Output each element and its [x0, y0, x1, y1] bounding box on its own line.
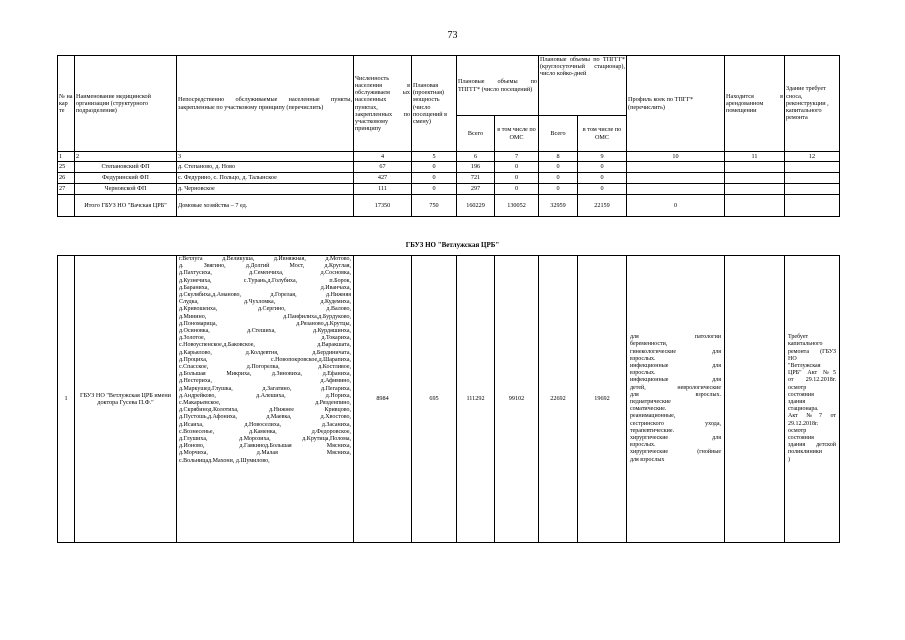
row-name: Федуринский ФП	[75, 173, 177, 184]
colnum-11: 11	[725, 152, 785, 162]
main-name: ГБУЗ НО "Ветлужская ЦРБ имени доктора Гусева П.Ф."	[75, 256, 177, 543]
served-locality-line: д.Проциха, с.Новопокровское,д.Шарапиха,	[179, 356, 351, 363]
served-locality-line: д.Пустошь,д.Афониха, д.Маевка, д.Хвостово,	[179, 414, 351, 421]
bed-profile-line: инфекционные для	[630, 362, 721, 369]
main-num: 1	[58, 256, 75, 543]
row-num: 27	[58, 184, 75, 195]
table-row	[58, 162, 840, 173]
main-pop: 8984	[354, 256, 412, 543]
row-profile	[627, 173, 725, 184]
total-visits-total: 160229	[457, 195, 495, 217]
facilities-table-lower	[57, 255, 840, 543]
repair-note-line: стационара.	[788, 406, 819, 413]
row-repair	[785, 162, 840, 173]
bed-profile-line: сестринского ухода,	[630, 420, 721, 427]
main-cap: 695	[412, 256, 457, 543]
header-served: Непосредственно обслуживаемые населенные пункты, закрепленные по участковому принципу (перечислить)	[177, 56, 354, 152]
bed-profile-line: терапевтические.	[630, 427, 675, 434]
row-served: с. Федурино, с. Польцо, д. Талынское	[177, 173, 354, 184]
served-locality-line: Слудка, д.Чухломка, д.Кудемиха,	[179, 299, 351, 306]
row-rented	[725, 184, 785, 195]
repair-note-line: здания детской	[788, 442, 836, 449]
repair-note-line: состояния	[788, 391, 814, 398]
row-cap: 0	[412, 173, 457, 184]
row-beds-oms: 0	[578, 173, 627, 184]
served-locality-line: д.Кузнечиха, с.Турань,д.Голубиха, п.Борок,	[179, 277, 351, 284]
main-visits-oms: 99102	[495, 256, 539, 543]
repair-note-line: здания	[788, 399, 806, 405]
served-locality-line: с.Макарьевское, д.Рязденпино,	[179, 400, 351, 407]
served-locality-line: д.Нестериха, д.Афимино,	[179, 378, 351, 385]
repair-note-line: Требует	[788, 334, 809, 341]
row-num: 25	[58, 162, 75, 173]
repair-note-line: "Ветлужская	[788, 362, 821, 369]
header-rented: Находится в арендованном помещении	[725, 56, 785, 152]
colnum-10: 10	[627, 152, 725, 162]
colnum-1: 1	[58, 152, 75, 162]
row-visits-oms: 0	[495, 173, 539, 184]
row-visits-total: 721	[457, 173, 495, 184]
repair-note-line: осмотр	[788, 427, 807, 434]
bed-profile-line: взрослых.	[630, 442, 656, 449]
served-locality-line: д.Исаиха, д.Новоселиха, д.Засаниха,	[179, 421, 351, 428]
main-repair	[785, 256, 840, 543]
header-beds-oms: в том числе по ОМС	[578, 116, 627, 152]
row-pop: 427	[354, 173, 412, 184]
row-num: 26	[58, 173, 75, 184]
header-capacity: Плановая (проектная) мощность (число посещений в смену)	[412, 56, 457, 152]
colnum-12: 12	[785, 152, 840, 162]
bed-profile-line: беременности,	[630, 341, 668, 348]
main-rented	[725, 256, 785, 543]
repair-note-line: ЦРБ" Акт №5	[788, 370, 836, 377]
total-row	[58, 195, 840, 217]
total-pop: 17350	[354, 195, 412, 217]
header-visits-oms: в том числе по ОМС	[495, 116, 539, 152]
row-beds-total: 0	[539, 162, 578, 173]
bed-profile-line: хирургические (гнойные	[630, 449, 721, 456]
main-served	[177, 256, 354, 543]
header-beds: Плановые объемы по ТПГГГ* (круглосуточный стационар), число койко-дней	[539, 56, 627, 116]
main-beds-oms: 19692	[578, 256, 627, 543]
repair-note-line: НО	[788, 355, 797, 362]
bed-profile-line: хирургические для	[630, 435, 721, 442]
row-repair	[785, 173, 840, 184]
served-locality-line: с.Вольницад.Махони, д.Шумилово,	[179, 457, 270, 464]
served-locality-line: д. Звягино, д.Долгий Мост, д.Круглая,	[179, 263, 351, 270]
bed-profile-line: взрослых.	[630, 370, 656, 377]
served-locality-line: д.Скулябиха,д.Аманово, д.Горелая, д.Нижняя	[179, 292, 351, 299]
total-cap: 750	[412, 195, 457, 217]
row-cap: 0	[412, 184, 457, 195]
total-profile: 0	[627, 195, 725, 217]
row-repair	[785, 184, 840, 195]
row-profile	[627, 162, 725, 173]
served-locality-line: д.Золотое, д.Токариха,	[179, 335, 351, 342]
total-beds-total: 32959	[539, 195, 578, 217]
served-locality-line: г.Ветлуга д.Великуша, д.Ивняжная, д.Мотово,	[179, 256, 351, 262]
row-beds-oms: 0	[578, 184, 627, 195]
colnum-7: 7	[495, 152, 539, 162]
colnum-6: 6	[457, 152, 495, 162]
colnum-9: 9	[578, 152, 627, 162]
total-name: Итого ГБУЗ НО "Вачская ЦРБ"	[75, 195, 177, 217]
served-locality-line: д.Ионово, д.Гаякинод.Большая Мясниха,	[179, 443, 351, 450]
served-locality-line: д.Осиновка, д.Стешиха, д.Курдяшинха,	[179, 328, 351, 335]
bed-profile-line: взрослых.	[630, 355, 656, 362]
repair-note-line: 29.12.2018г.	[788, 420, 819, 427]
served-locality-line: д.Морчиха, д.Малая Мясниха,	[179, 450, 351, 457]
header-name: Наименование медицинской организации (структурного подразделения)	[75, 56, 177, 152]
bed-profile-line: для взрослых.	[630, 391, 721, 398]
row-pop: 111	[354, 184, 412, 195]
header-visits: Плановые объемы по ТПГГГ* (число посещений)	[457, 56, 539, 116]
header-num: № на кар те	[58, 56, 75, 152]
served-locality-line: д.Бараниха, д.Иванчаха,	[179, 284, 351, 291]
served-locality-line: д.Пахтусиха, д.Семенчиха, д.Сосновка,	[179, 270, 351, 277]
facilities-table-upper	[57, 55, 840, 217]
colnum-4: 4	[354, 152, 412, 162]
bed-profile-line: педиатрические	[630, 399, 671, 405]
served-locality-line: д.Большая Микриха, д.Зиновиха, д.Ефаниха,	[179, 371, 351, 378]
repair-note-line: поликлиники	[788, 449, 823, 456]
served-locality-line: д.Андрейково, д.Алешиха, д.Нориха,	[179, 392, 351, 399]
row-rented	[725, 162, 785, 173]
row-beds-total: 0	[539, 173, 578, 184]
bed-profile-line: реанимационные,	[630, 413, 676, 420]
repair-note-line: Акт №7 от	[788, 413, 836, 420]
header-repair: Здание требует сноса, реконструкции , капитального ремонта	[785, 56, 840, 152]
total-beds-oms: 22159	[578, 195, 627, 217]
row-visits-total: 297	[457, 184, 495, 195]
bed-profile-line: для патологии	[630, 334, 721, 341]
repair-note-line: от 29.12.2018г.	[788, 377, 836, 384]
section-title: ГБУЗ НО "Ветлужская ЦРБ"	[405, 241, 500, 249]
row-name: Степановский ФП	[75, 162, 177, 173]
row-served: д. Степаново, д. Ново	[177, 162, 354, 173]
row-visits-total: 196	[457, 162, 495, 173]
served-locality-line: д.Глушиха, д.Морозиха, д.Крутица,Полома,	[179, 436, 351, 443]
row-pop: 67	[354, 162, 412, 173]
colnum-2: 2	[75, 152, 177, 162]
row-cap: 0	[412, 162, 457, 173]
row-name: Черновской ФП	[75, 184, 177, 195]
row-beds-oms: 0	[578, 162, 627, 173]
row-visits-oms: 0	[495, 184, 539, 195]
bed-profile-line: для взрослых	[630, 456, 665, 463]
colnum-8: 8	[539, 152, 578, 162]
colnum-5: 5	[412, 152, 457, 162]
served-locality-line: с.Новоуспенское,д.Баковское, д.Варакшата,	[179, 342, 351, 349]
header-population: Численность населения в обслуживаем ых населенных пунктах, закрепленных по участковому принципу	[354, 56, 412, 152]
served-locality-line: д.Пономарица, д.Рязаново,д.Крутцы,	[179, 320, 351, 327]
header-beds-total: Всего	[539, 116, 578, 152]
served-locality-line: с.Спасское, д.Погорелка, д.Костливое,	[179, 364, 351, 371]
repair-note-line: )	[788, 456, 790, 463]
table-row	[58, 184, 840, 195]
row-visits-oms: 0	[495, 162, 539, 173]
main-profile	[627, 256, 725, 543]
bed-profile-line: инфекционные для	[630, 377, 721, 384]
bed-profile-line: гинекологические для	[630, 348, 721, 355]
served-locality-line: д.Скрябинод.Колотиха, д.Нижнее Кривцово,	[179, 407, 351, 414]
repair-note-line: состояния	[788, 435, 814, 442]
total-served: Домовые хозяйства – 7 ед.	[177, 195, 354, 217]
served-locality-line: д.Минино, д.Панфилиха,д.Бурдуково,	[179, 313, 351, 320]
main-visits-total: 111292	[457, 256, 495, 543]
total-visits-oms: 130052	[495, 195, 539, 217]
row-profile	[627, 184, 725, 195]
main-beds-total: 22692	[539, 256, 578, 543]
colnum-3: 3	[177, 152, 354, 162]
bed-profile-line: соматические.	[630, 406, 667, 413]
repair-note-line: капитального	[788, 341, 823, 348]
served-locality-line: д.Кривошеиха, д.Сергино, д.Валово,	[179, 306, 351, 313]
row-beds-total: 0	[539, 184, 578, 195]
repair-note-line: осмотр	[788, 384, 807, 391]
table-row	[58, 173, 840, 184]
row-rented	[725, 173, 785, 184]
served-locality-line: д.Карьялово, д.Колдевтня, д.Бердиничата,	[179, 349, 351, 356]
header-profile: Профиль коек по ТПГГ* (перечислить)	[627, 56, 725, 152]
row-served: д. Черновское	[177, 184, 354, 195]
served-locality-line: с.Вознесенье, д.Каменка, д.Федоровское,	[179, 428, 351, 435]
table-row	[58, 256, 840, 543]
repair-note-line: ремонта (ГБУЗ	[788, 348, 836, 355]
bed-profile-line: детей, неврологические	[630, 384, 721, 391]
served-locality-line: д.Маркушед.Глушка, д.Загатино, д.Пегариха,	[179, 385, 351, 392]
page-number: 73	[447, 30, 458, 41]
header-visits-total: Всего	[457, 116, 495, 152]
